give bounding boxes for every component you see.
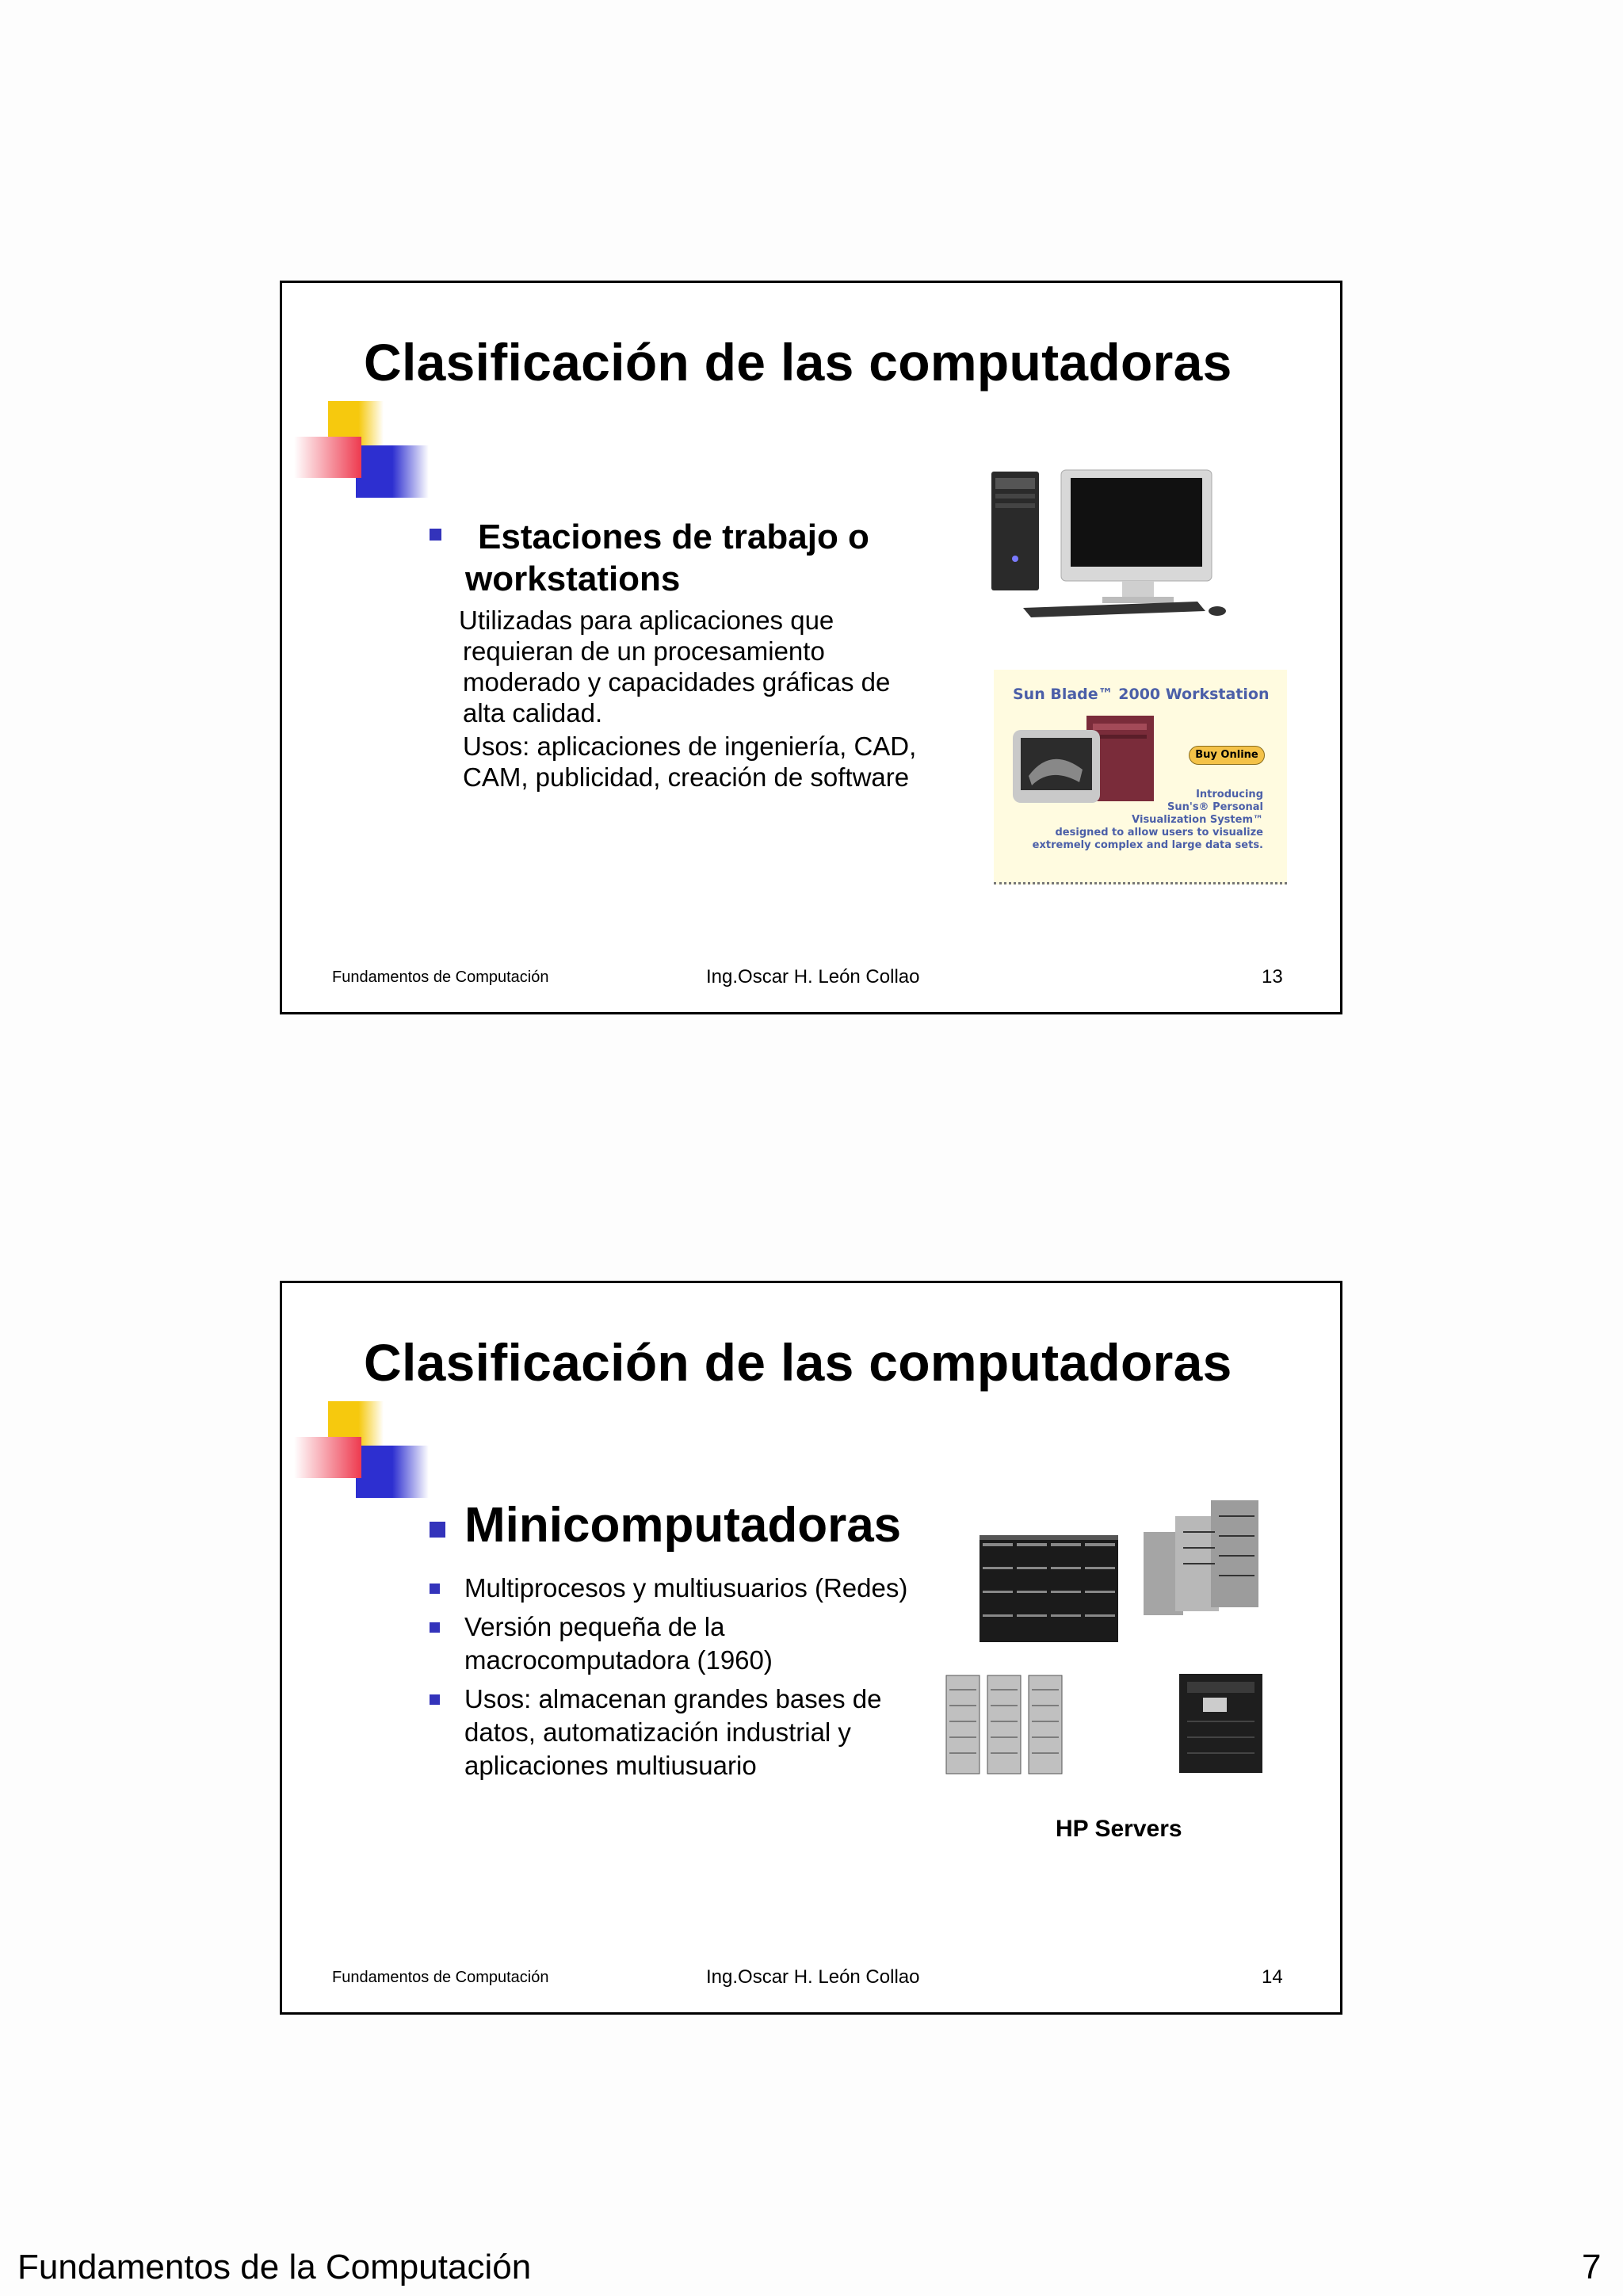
page-footer-title: Fundamentos de la Computación bbox=[17, 2248, 532, 2286]
workstations-description bbox=[459, 605, 891, 728]
bullet-square-icon bbox=[430, 529, 441, 541]
sun-blade-advertisement bbox=[994, 670, 1287, 884]
heading-line: workstations bbox=[465, 560, 681, 598]
slide-footer-course: Fundamentos de Computación bbox=[332, 1969, 549, 1986]
bullet-square-icon bbox=[430, 1522, 445, 1538]
slide-decoration bbox=[294, 401, 429, 498]
ad-title: Sun Blade™ 2000 Workstation bbox=[1013, 686, 1270, 703]
workstations-uses bbox=[463, 731, 916, 793]
paragraph-line: CAM, publicidad, creación de software bbox=[463, 762, 910, 792]
image-caption: HP Servers bbox=[1056, 1816, 1182, 1842]
slide-footer-author: Ing.Oscar H. León Collao bbox=[706, 966, 920, 988]
server-tower-image bbox=[1179, 1674, 1262, 1773]
slide-13 bbox=[280, 281, 1342, 1014]
bullet-square-icon bbox=[430, 1694, 440, 1705]
buy-online-button[interactable]: Buy Online bbox=[1189, 746, 1265, 765]
paragraph-line: requieran de un procesamiento bbox=[463, 636, 825, 666]
slide-title: Clasificación de las computadoras bbox=[364, 1333, 1232, 1392]
heading-line: Estaciones de trabajo o bbox=[478, 518, 869, 556]
slide-number: 13 bbox=[1262, 966, 1283, 988]
server-rack-image bbox=[980, 1535, 1118, 1642]
server-rack-image bbox=[945, 1674, 1064, 1777]
slide-number: 14 bbox=[1262, 1966, 1283, 1988]
slide-footer-author: Ing.Oscar H. León Collao bbox=[706, 1966, 920, 1988]
server-tower-image bbox=[1144, 1500, 1262, 1619]
slide-decoration bbox=[294, 1401, 429, 1498]
page-number: 7 bbox=[1582, 2248, 1602, 2286]
bullet-square-icon bbox=[430, 1622, 440, 1633]
workstation-computer-image bbox=[976, 464, 1237, 622]
slide-footer-course: Fundamentos de Computación bbox=[332, 968, 549, 986]
minicomputers-list bbox=[430, 1572, 1000, 1788]
list-item: Multiprocesos y multiusuarios (Redes) bbox=[430, 1572, 1000, 1605]
list-item: Usos: almacenan grandes bases de datos, automatización industrial y aplicaciones multiusuario bbox=[430, 1683, 1000, 1782]
ad-description: Introducing Sun's® Personal Visualization System™ designed to allow users to visualize extremely complex and large data sets. bbox=[1032, 789, 1263, 851]
paragraph-line: Utilizadas para aplicaciones que bbox=[459, 606, 834, 635]
paragraph-line: alta calidad. bbox=[463, 698, 603, 728]
paragraph-line: Usos: aplicaciones de ingeniería, CAD, bbox=[463, 732, 917, 761]
list-item: Versión pequeña de la macrocomputadora (1960) bbox=[430, 1610, 1000, 1677]
slide-title: Clasificación de las computadoras bbox=[364, 333, 1232, 392]
bullet-square-icon bbox=[430, 1584, 440, 1594]
paragraph-line: moderado y capacidades gráficas de bbox=[463, 667, 891, 697]
slide-14: Clasificación de las computadoras Minicomputadoras Multiprocesos y multiusuarios (Redes) Versión pequeña de la macrocomputadora (1960) Usos: almacenan grandes bases de datos, automatización industrial y aplicaciones multiusuario HP Servers Fundamentos de Computación Ing.Oscar H. León Collao 14 bbox=[280, 1281, 1342, 2015]
